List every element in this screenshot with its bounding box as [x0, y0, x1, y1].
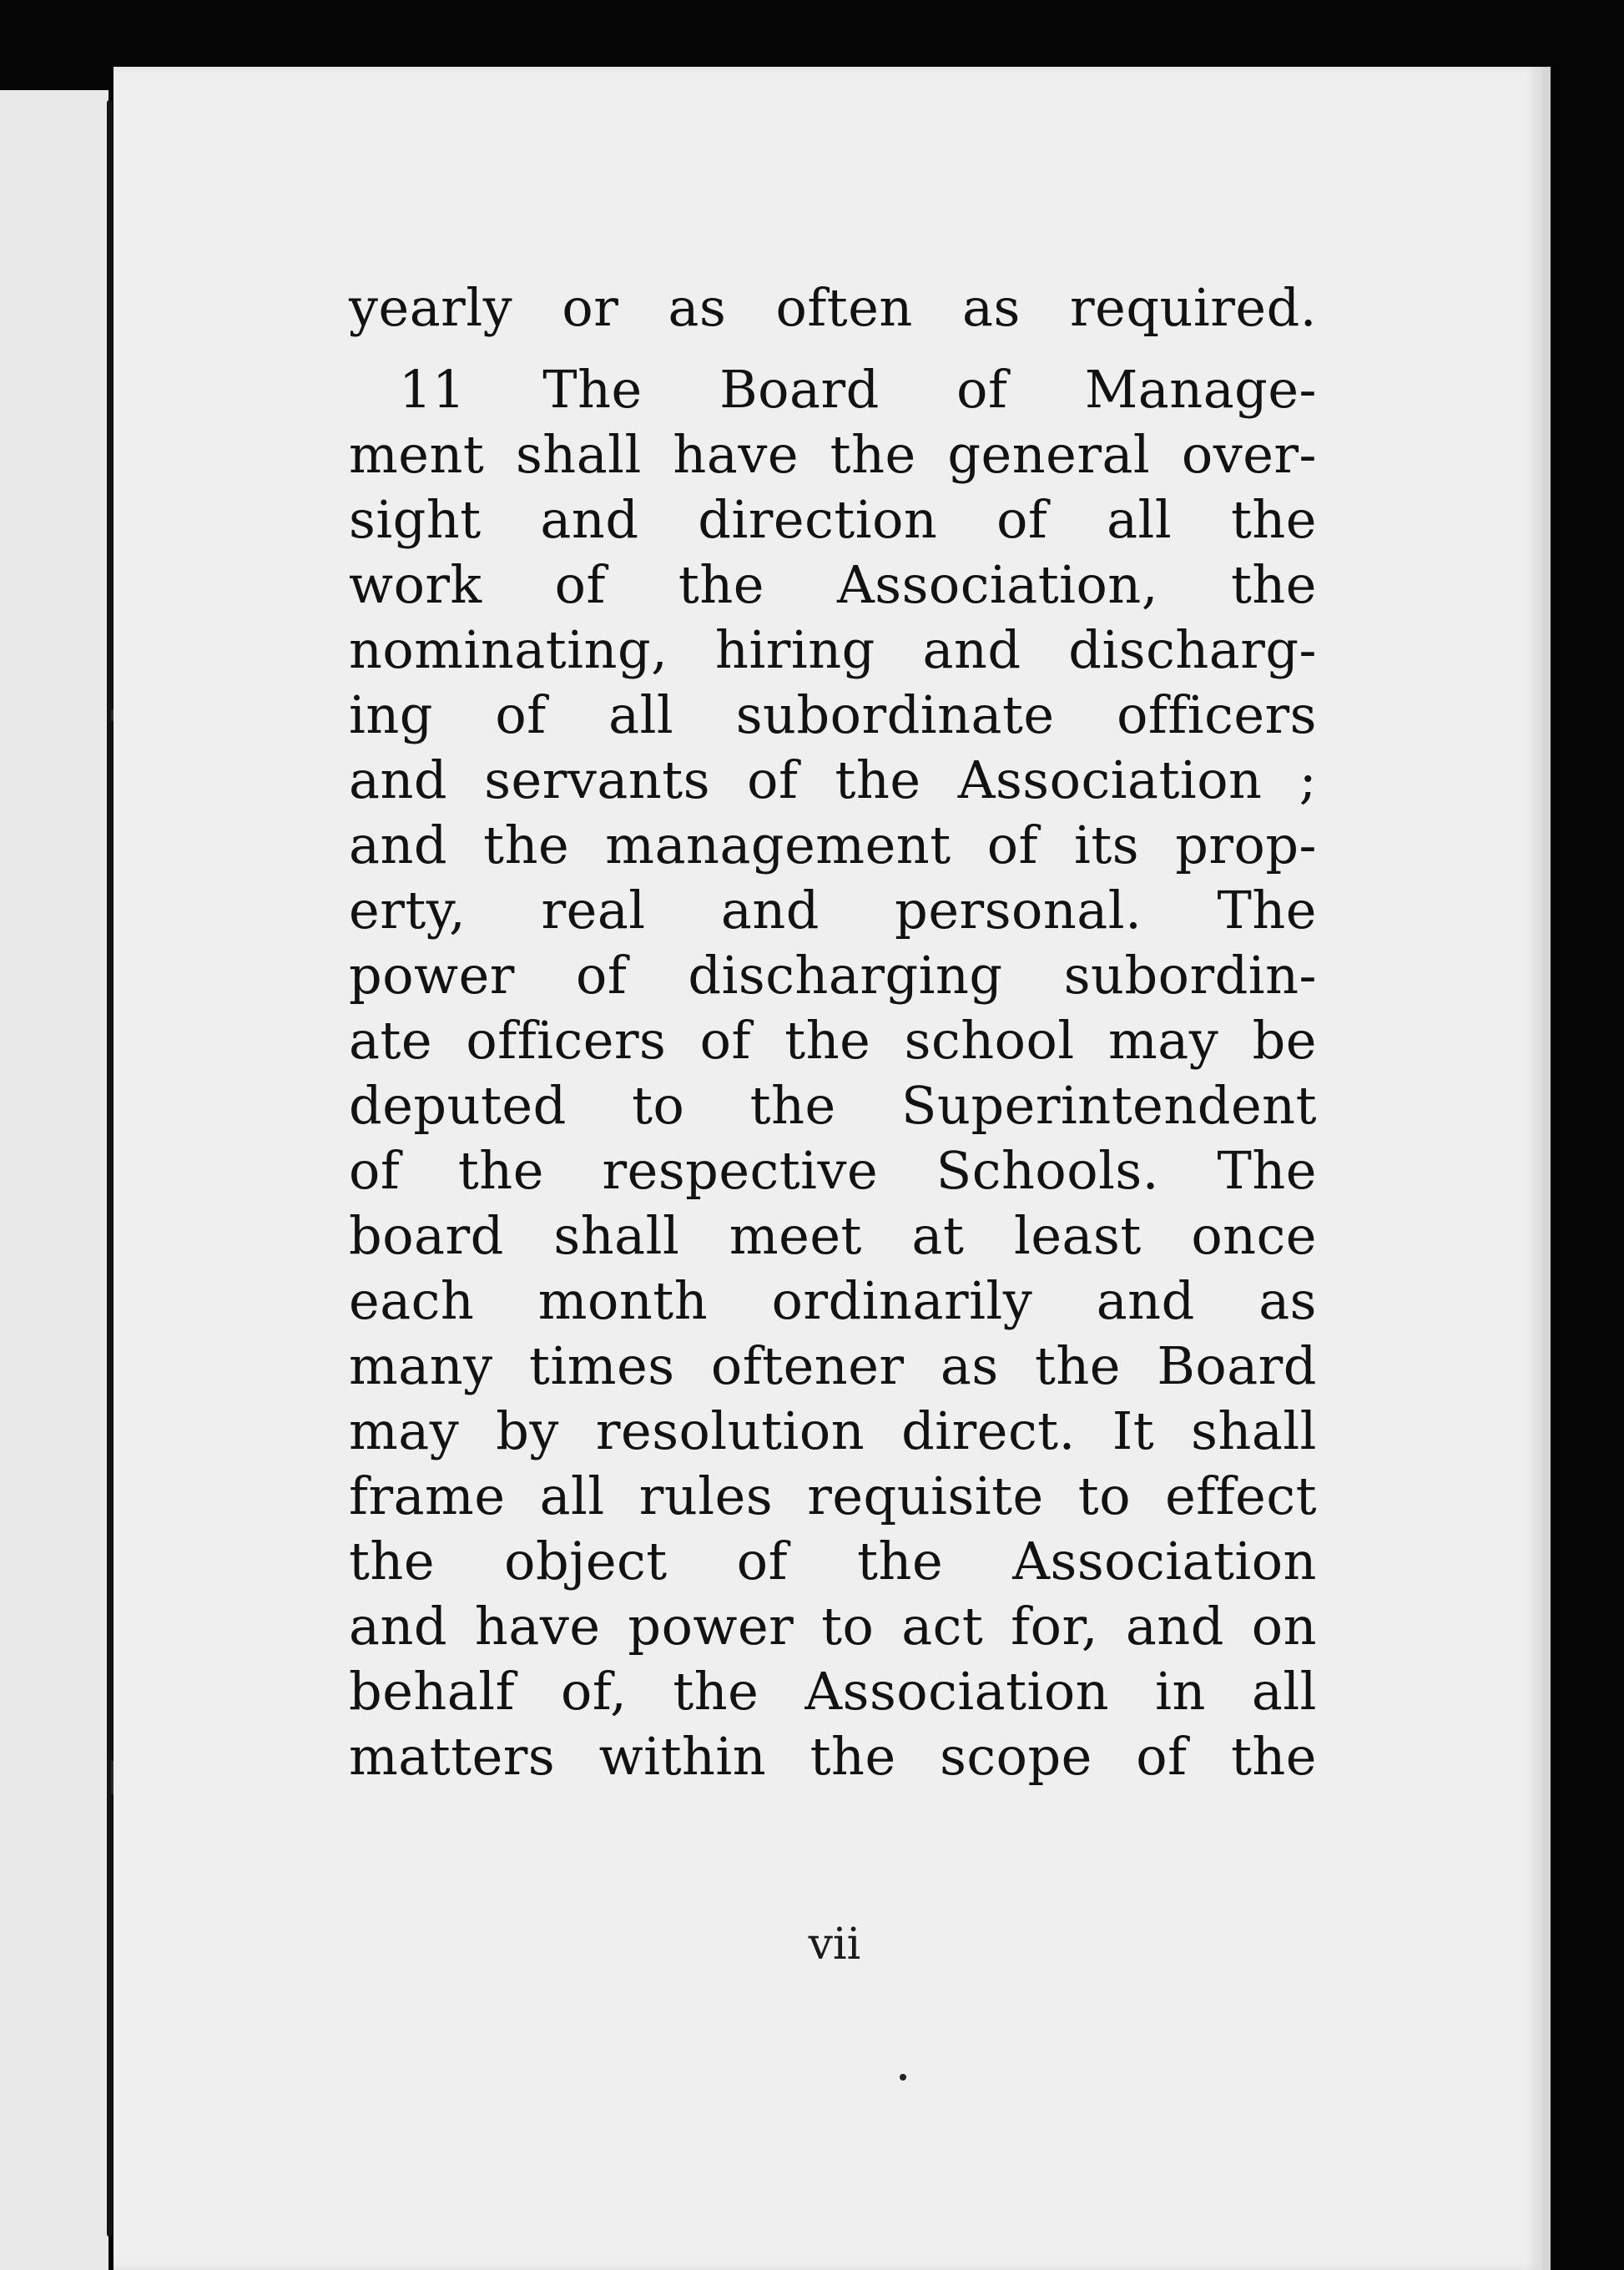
text-line: each month ordinarily and as	[349, 1270, 1317, 1331]
text-line: nominating, hiring and discharg-	[349, 619, 1317, 680]
body-text	[349, 275, 1317, 1789]
text-line: yearly or as often as required.	[349, 277, 1317, 338]
book-gutter	[107, 100, 113, 2237]
text-line: matters within the scope of the	[349, 1726, 1317, 1787]
page-number: vii	[808, 1919, 861, 1970]
text-line: may by resolution direct. It shall	[349, 1400, 1317, 1461]
text-line: sight and direction of all the	[349, 489, 1317, 550]
text-line: work of the Association, the	[349, 554, 1317, 615]
ink-speck	[900, 2074, 906, 2081]
text-line: board shall meet at least once	[349, 1205, 1317, 1266]
text-line: behalf of, the Association in all	[349, 1661, 1317, 1722]
text-line: ment shall have the general over-	[349, 424, 1317, 485]
right-page-edge	[1542, 67, 1551, 2270]
text-line: 11 The Board of Manage-	[399, 359, 1317, 420]
text-line: and the management of its prop-	[349, 815, 1317, 875]
text-line: ate officers of the school may be	[349, 1010, 1317, 1071]
text-line: power of discharging subordin-	[349, 945, 1317, 1006]
text-line: of the respective Schools. The	[349, 1140, 1317, 1201]
text-line: the object of the Association	[349, 1531, 1317, 1592]
left-page-edge	[0, 90, 108, 2270]
text-line: and have power to act for, and on	[349, 1596, 1317, 1657]
text-line: deputed to the Superintendent	[349, 1075, 1317, 1136]
text-line: erty, real and personal. The	[349, 880, 1317, 941]
text-line: and servants of the Association ;	[349, 749, 1317, 810]
text-line: many times oftener as the Board	[349, 1335, 1317, 1396]
text-line: frame all rules requisite to effect	[349, 1465, 1317, 1526]
text-line: ing of all subordinate officers	[349, 684, 1317, 745]
